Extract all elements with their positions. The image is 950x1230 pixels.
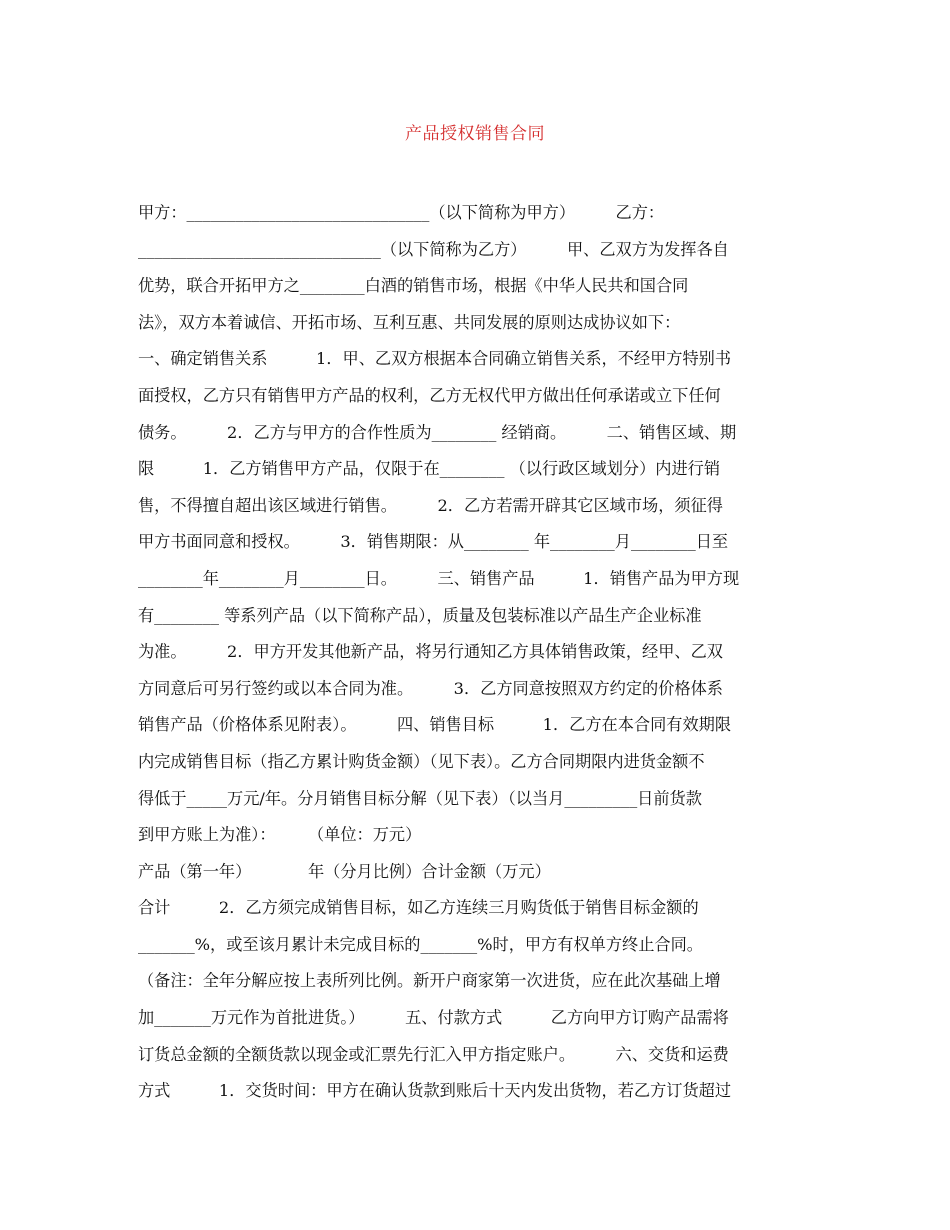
body-line: 方同意后可另行签约或以本合同为准。 3．乙方同意按照双方约定的价格体系 (138, 678, 723, 698)
body-line: 内完成销售目标（指乙方累计购货金额）（见下表）。乙方合同期限内进货金额不 (138, 751, 705, 771)
body-line: _______%，或至该月累计未完成目标的_______%时，甲方有权单方终止合同。 (138, 934, 703, 954)
body-line: 售，不得擅自超出该区域进行销售。 2．乙方若需开辟其它区域市场，须征得 (138, 495, 723, 515)
body-line: ________年________月________日。 三、销售产品 1．销售产品为甲方现 (138, 568, 740, 588)
body-line: 一、确定销售关系 1．甲、乙双方根据本合同确立销售关系，不经甲方特别书 (138, 349, 732, 369)
body-line: 方式 1．交货时间：甲方在确认货款到账后十天内发出货物，若乙方订货超过 (138, 1081, 732, 1101)
body-line: ______________________________（以下简称为乙方） 甲、乙双方为发挥各自 (138, 239, 729, 259)
body-line: 甲方书面同意和授权。 3．销售期限：从________ 年________月________日至 (138, 532, 729, 552)
body-line: 法》，双方本着诚信、开拓市场、互利互惠、共同发展的原则达成协议如下： (138, 312, 681, 332)
body-line: 销售产品（价格体系见附表）。 四、销售目标 1．乙方在本合同有效期限 (138, 715, 732, 735)
body-line: 面授权，乙方只有销售甲方产品的权利，乙方无权代甲方做出任何承诺或立下任何 (138, 385, 721, 405)
body-line: （备注：全年分解应按上表所列比例。新开户商家第一次进货，应在此次基础上增 (138, 971, 721, 991)
body-line: 甲方：______________________________（以下简称为甲方） 乙方： (138, 203, 665, 222)
body-line: 产品（第一年） 年（分月比例）合计金额（万元） (138, 861, 551, 881)
body-line: 合计 2．乙方须完成销售目标，如乙方连续三月购货低于销售目标金额的 (138, 898, 699, 918)
body-line: 优势，联合开拓甲方之________白酒的销售市场，根据《中华人民共和国合同 (138, 276, 689, 296)
body-line: 得低于_____万元/年。分月销售目标分解（见下表）（以当月_________日前货款 (138, 788, 702, 808)
body-line: 加_______万元作为首批进货。） 五、付款方式 乙方向甲方订购产品需将 (138, 1008, 729, 1028)
document-body (138, 195, 818, 1110)
body-line: 债务。 2．乙方与甲方的合作性质为________ 经销商。 二、销售区域、期 (138, 422, 737, 442)
body-line: 到甲方账上为准）： （单位：万元） (138, 825, 422, 845)
body-line: 限 1．乙方销售甲方产品，仅限于在________ （以行政区域划分）内进行销 (138, 459, 721, 479)
body-line: 订货总金额的全额货款以现金或汇票先行汇入甲方指定账户。 六、交货和运费 (138, 1044, 729, 1064)
body-line: 有________ 等系列产品（以下简称产品），质量及包装标准以产品生产企业标准 (138, 605, 702, 625)
body-line: 为准。 2．甲方开发其他新产品，将另行通知乙方具体销售政策，经甲、乙双 (138, 642, 723, 662)
document-title: 产品授权销售合同 (405, 124, 545, 144)
